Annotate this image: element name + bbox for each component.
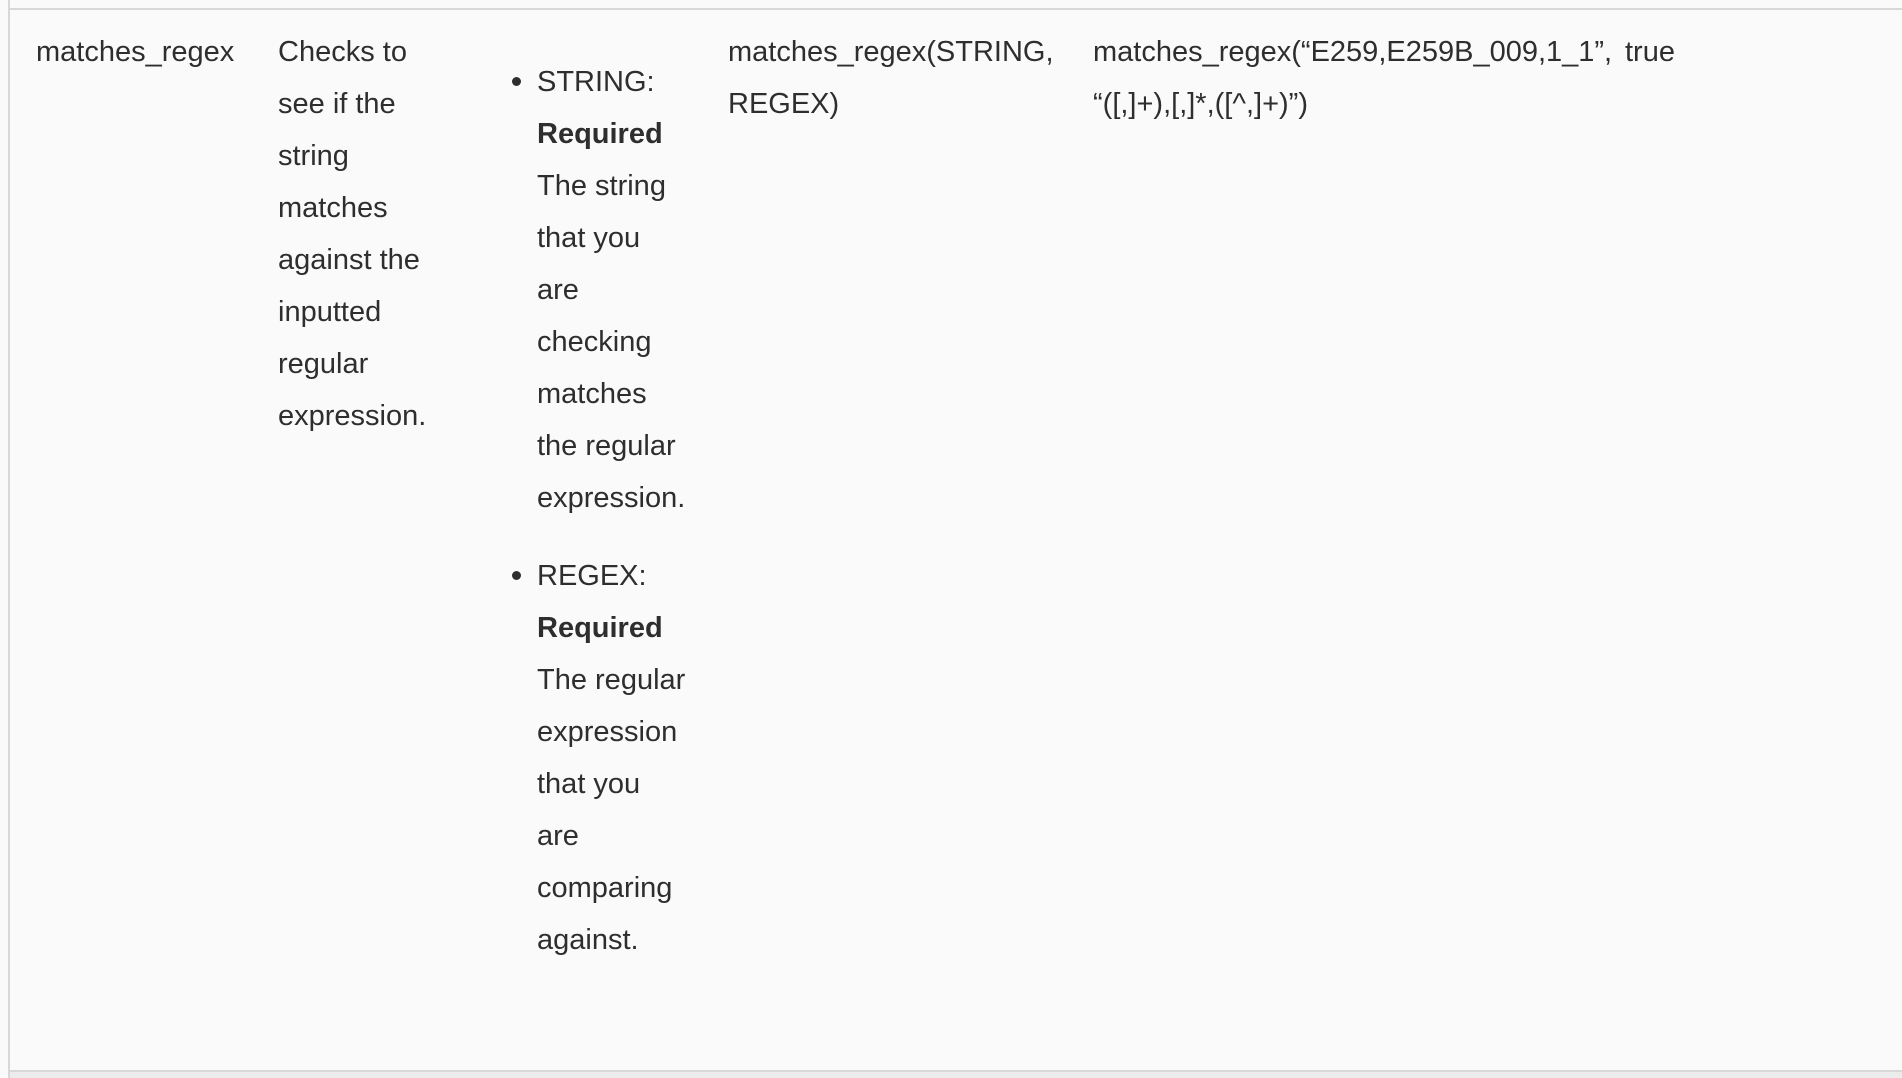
syntax-text: matches_regex(STRING, REGEX): [728, 36, 1054, 120]
function-description: Checks to see if the string matches against the inputted regular expression.: [278, 36, 427, 432]
functions-table: [8, 0, 1902, 1078]
next-row-divider: [10, 1070, 1902, 1078]
parameters-cell: [486, 10, 702, 966]
parameter-description: The string that you are checking matches the regular expression.: [537, 170, 686, 514]
description-cell: [252, 10, 486, 442]
parameters-list: [512, 56, 687, 966]
parameter-name: STRING:: [537, 66, 655, 98]
parameter-name: REGEX:: [537, 560, 647, 592]
parameter-description: The regular expression that you are comparing against.: [537, 664, 686, 956]
result-text: true: [1625, 36, 1675, 68]
bullet-icon: [512, 77, 521, 86]
required-label: Required: [537, 612, 663, 644]
example-text: matches_regex(“E259,E259B_009,1_1”, “([,]+),[,]*,([^,]+)”): [1093, 36, 1613, 120]
parameter-item-regex: [512, 550, 687, 966]
required-label: Required: [537, 118, 663, 150]
table-row: [10, 10, 1902, 966]
function-name-cell: [10, 10, 252, 78]
result-cell: [1599, 10, 1902, 78]
parameter-item-string: [512, 56, 687, 524]
bullet-icon: [512, 571, 521, 580]
example-cell: [1067, 10, 1613, 130]
syntax-cell: [702, 10, 1067, 130]
function-name: matches_regex: [36, 36, 235, 68]
